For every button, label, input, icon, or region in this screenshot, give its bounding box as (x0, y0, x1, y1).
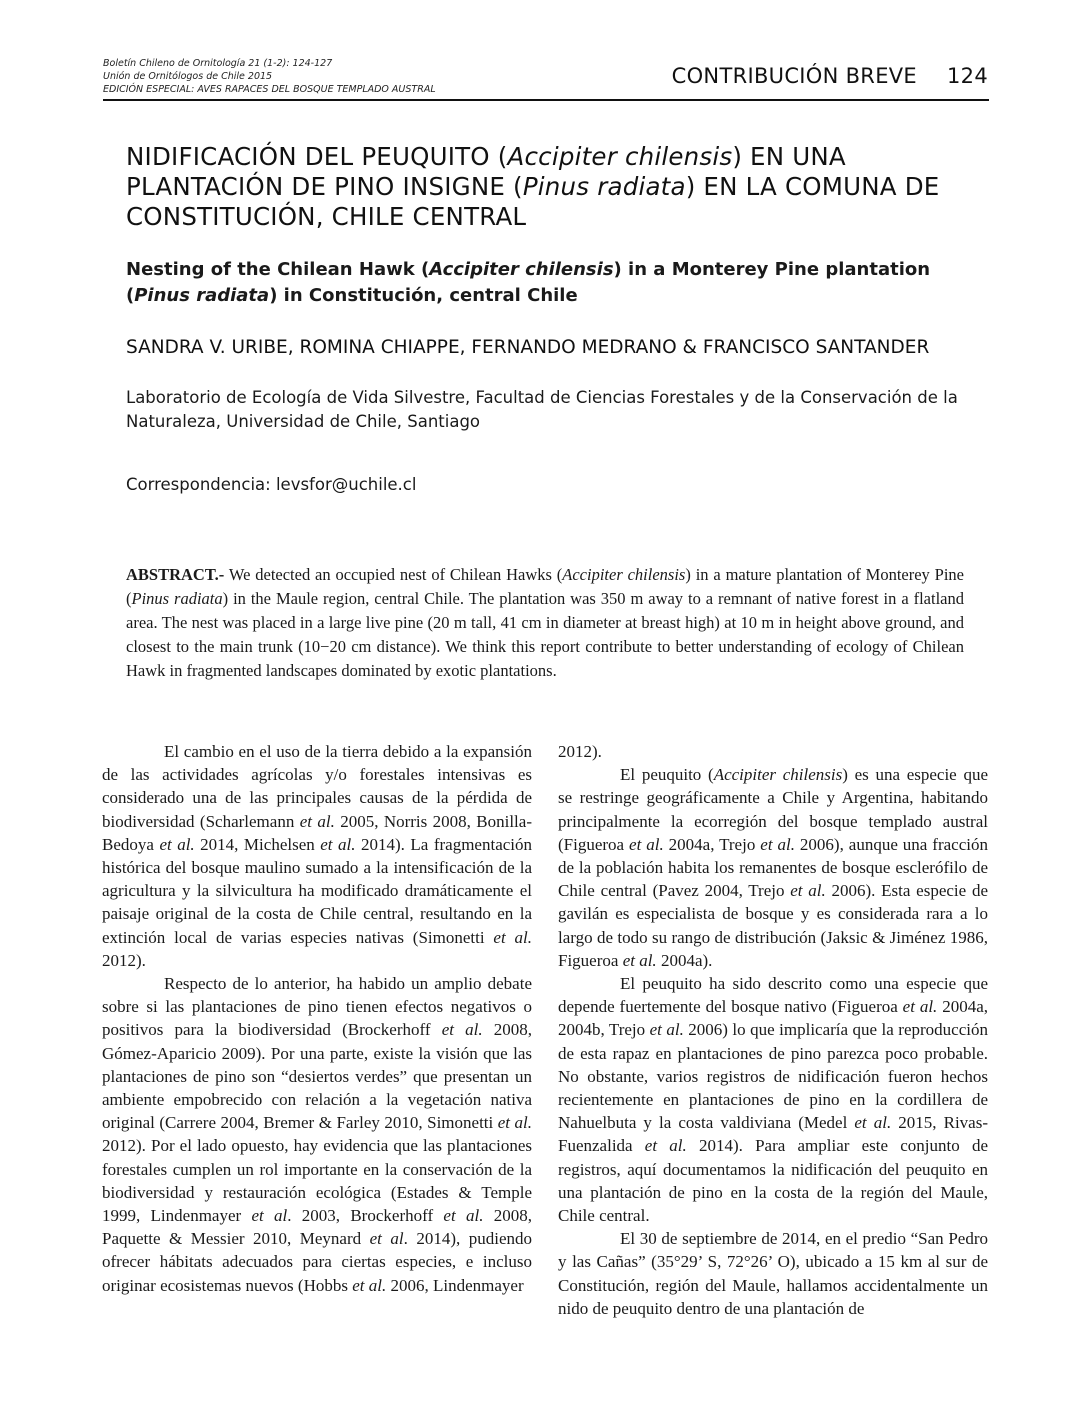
body-paragraph: El cambio en el uso de la tierra debido a la expansión de las actividades agrícolas y/o forestales intensivas es considerado una de las principales causas de la pérdida de biodiversidad (Scharlemann et al. 2005, Norris 2008, Bonilla-Bedoya et al. 2014, Michelsen et al. 2014). La fragmentación histórica del bosque maulino sumado a la intensificación de la agricultura y la silvicultura ha modificado dramáticamente el paisaje original de la costa de Chile central, resultando en la extinción local de varias especies nativas (Simonetti et al. 2012). (102, 742, 533, 970)
body-column-left (102, 740, 532, 1297)
english-title (126, 257, 986, 309)
abstract-species: Pinus radiata (131, 589, 223, 608)
authors: SANDRA V. URIBE, ROMINA CHIAPPE, FERNANDO MEDRANO & FRANCISCO SANTANDER (126, 337, 930, 358)
affiliation: Laboratorio de Ecología de Vida Silvestre, Facultad de Ciencias Forestales y de la Conservación de la Naturaleza, Universidad de Chile, Santiago (126, 388, 958, 431)
body-paragraph: El 30 de septiembre de 2014, en el predio “San Pedro y las Cañas” (35°29’ S, 72°26’ O), ubicado a 15 km al sur de Constitución, región del Maule, hallamos accidentalmente un nido de peuquito dentro de una plantación de (558, 1229, 988, 1318)
article-title (126, 142, 996, 232)
title-species: Pinus radiata (522, 172, 686, 201)
abstract (126, 563, 964, 683)
subtitle-text: ) in a Monterey Pine plantation ( (126, 259, 931, 306)
journal-citation (103, 57, 623, 96)
body-paragraph-continued: 2012). (558, 742, 602, 761)
abstract-text: We detected an occupied nest of Chilean Hawks ( (224, 565, 563, 584)
abstract-text: ) in a mature plantation of Monterey Pine ( (126, 565, 964, 608)
header-rule (103, 99, 989, 101)
title-text: ) EN UNA PLANTACIÓN DE PINO INSIGNE ( (126, 142, 846, 201)
subtitle-species: Pinus radiata (134, 285, 270, 306)
subtitle-text: ) in Constitución, central Chile (269, 285, 578, 306)
title-species: Accipiter chilensis (507, 142, 733, 171)
page-number: 124 (947, 64, 988, 88)
body-paragraph: El peuquito ha sido descrito como una especie que depende fuertemente del bosque nativo (Figueroa et al. 2004a, 2004b, Trejo et al. 2006) lo que implicaría que la reproducción de esta rapaz en plantaciones de pino parezca poco probable. No obstante, varios registros de nidificación fueron hechos recientemente en plantaciones de pino en la cordillera de Nahuelbuta y la costa valdiviana (Medel et al. 2015, Rivas-Fuenzalida et al. 2014). Para ampliar este conjunto de registros, aquí documentamos la nidificación del peuquito en una plantación de pino en la costa de la región del Maule, Chile central. (558, 974, 988, 1226)
journal-citation-line: Boletín Chileno de Ornitología 21 (1-2): 124-127 (103, 58, 333, 69)
title-text: ) EN LA COMUNA DE CONSTITUCIÓN, CHILE CENTRAL (126, 172, 940, 231)
section-label: CONTRIBUCIÓN BREVE (671, 64, 918, 88)
special-edition-line: EDICIÓN ESPECIAL: AVES RAPACES DEL BOSQUE TEMPLADO AUSTRAL (103, 84, 436, 95)
abstract-label: ABSTRACT.- (126, 565, 225, 584)
section-header (672, 64, 988, 88)
body-paragraph: Respecto de lo anterior, ha habido un amplio debate sobre si las plantaciones de pino tienen efectos negativos o positivos para la biodiversidad (Brockerhoff et al. 2008, Gómez-Aparicio 2009). Por una parte, existe la visión que las plantaciones de pino son “desiertos verdes” que presentan un ambiente empobrecido con relación a la vegetación nativa original (Carrere 2004, Bremer & Farley 2010, Simonetti et al. 2012). Por el lado opuesto, hay evidencia que las plantaciones forestales cumplen un rol importante en la conservación de la biodiversidad y restauración ecológica (Estades & Temple 1999, Lindenmayer et al. 2003, Brockerhoff et al. 2008, Paquette & Messier 2010, Meynard et al. 2014), pudiendo ofrecer hábitats adecuados para ciertas especies, e incluso originar ecosistemas nuevos (Hobbs et al. 2006, Lindenmayer (102, 974, 533, 1295)
correspondence: Correspondencia: levsfor@uchile.cl (126, 475, 417, 494)
abstract-species: Accipiter chilensis (562, 565, 686, 584)
subtitle-species: Accipiter chilensis (429, 259, 614, 280)
journal-publisher-line: Unión de Ornitólogos de Chile 2015 (103, 71, 273, 82)
body-paragraph: El peuquito (Accipiter chilensis) es una especie que se restringe geográficamente a Chile y Argentina, habitando principalmente la ecorregión del bosque templado austral (Figueroa et al. 2004a, Trejo et al. 2006), aunque una fracción de la población habita los remanentes de bosque esclerófilo de Chile central (Pavez 2004, Trejo et al. 2006). Esta especie de gavilán es especialista de bosque y es considerada rara a lo largo de todo su rango de distribución (Jaksic & Jiménez 1986, Figueroa et al. 2004a). (558, 765, 988, 970)
abstract-text: ) in the Maule region, central Chile. The plantation was 350 m away to a remnant of native forest in a flatland area. The nest was placed in a large live pine (20 m tall, 41 cm in diameter at breast high) at 10 m in height above ground, and closest to the main trunk (10−20 cm distance). We think this report contribute to better understanding of ecology of Chilean Hawk in fragmented landscapes dominated by exotic plantations. (126, 589, 964, 680)
body-column-right (558, 740, 988, 1320)
subtitle-text: Nesting of the Chilean Hawk ( (126, 259, 430, 280)
title-text: NIDIFICACIÓN DEL PEUQUITO ( (126, 142, 508, 171)
